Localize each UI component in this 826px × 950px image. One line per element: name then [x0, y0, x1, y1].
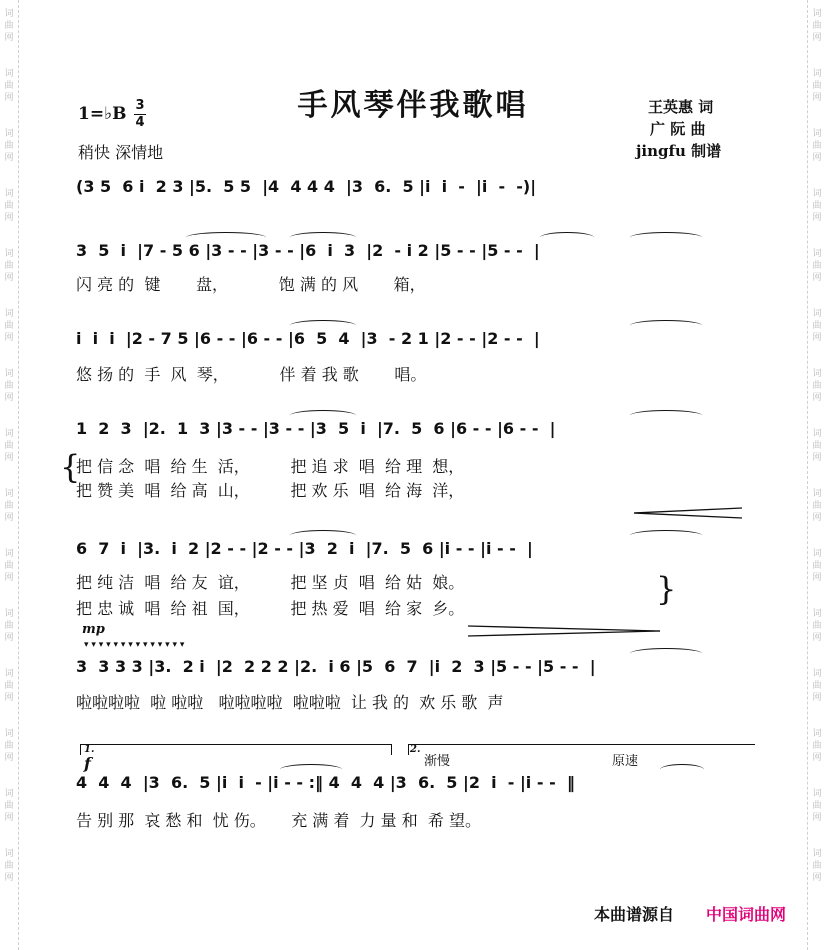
lyric-line: 把 纯 洁 唱 给 友 谊， 把 坚 贞 唱 给 姑 娘。: [76, 573, 465, 592]
watermark-text: 词 曲 网: [812, 9, 822, 43]
watermark-text: 词 曲 网: [4, 309, 14, 343]
staff-line-6: [76, 654, 756, 680]
watermark-text: 词 曲 网: [812, 189, 822, 223]
staff-line-3: [76, 326, 756, 352]
volta-bracket-2: [408, 744, 755, 755]
staff-line-5: [76, 536, 756, 562]
staff-line-4: [76, 416, 756, 442]
watermark-text: 词 曲 网: [812, 789, 822, 823]
watermark-text: 词 曲 网: [4, 729, 14, 763]
time-signature: [134, 98, 146, 131]
watermark-text: 词 曲 网: [4, 69, 14, 103]
right-brace: }: [656, 570, 677, 608]
source-label: 本曲谱源自: [594, 905, 675, 924]
staff-notes: i i i |2 - 7 5 |6 - - |6 - - |6 5 4 |3 - 2 1 |2 - - |2 - - |: [76, 329, 540, 348]
volta-1-label: 1.: [84, 744, 95, 755]
watermark-text: 词 曲 网: [812, 489, 822, 523]
composer-credit: 广 阮 曲: [650, 120, 706, 138]
staff-line-1: [76, 174, 756, 200]
watermark-text: 词 曲 网: [812, 129, 822, 163]
accent-marks: ▾ ▾ ▾ ▾ ▾ ▾ ▾ ▾ ▾ ▾ ▾ ▾ ▾ ▾: [84, 640, 185, 650]
lyric-line: 啦啦啦啦 啦 啦啦 啦啦啦啦 啦啦啦 让 我 的 欢 乐 歌 声: [76, 693, 504, 712]
song-title: 手风琴伴我歌唱: [297, 88, 529, 123]
staff-notes: 6 7 i |3. i 2 |2 - - |2 - - |3 2 i |7. 5 6 |i - - |i - - |: [76, 539, 533, 558]
lyric-line: 闪 亮 的 键 盘， 饱 满 的 风 箱，: [76, 275, 426, 294]
watermark-text: 词 曲 网: [4, 9, 14, 43]
watermark-text: 词 曲 网: [812, 249, 822, 283]
watermark-text: 词 曲 网: [4, 549, 14, 583]
staff-notes: 4 4 4 |3 6. 5 |i i - |i - - :‖ 4 4 4 |3 6. 5 |2 i - |i - - ‖: [76, 773, 575, 792]
lyric-line: 悠 扬 的 手 风 琴， 伴 着 我 歌 唱。: [76, 365, 427, 384]
watermark-strip-left: [0, 0, 19, 950]
crescendo-hairpin: [632, 506, 744, 520]
volta-bracket-1: [80, 744, 392, 755]
watermark-text: 词 曲 网: [4, 369, 14, 403]
staff-line-7: [76, 770, 756, 796]
watermark-text: 词 曲 网: [812, 609, 822, 643]
staff-notes: 3 3 3 3 |3. 2 i |2 2 2 2 |2. i 6 |5 6 7 |i 2 3 |5 - - |5 - - |: [76, 657, 596, 676]
left-brace: {: [60, 448, 81, 486]
dynamic-mp: mp: [82, 622, 105, 637]
watermark-text: 词 曲 网: [4, 129, 14, 163]
watermark-text: 词 曲 网: [812, 729, 822, 763]
watermark-text: 词 曲 网: [812, 849, 822, 883]
staff-line-2: [76, 238, 756, 264]
dynamic-f: f: [84, 754, 91, 773]
watermark-text: 词 曲 网: [4, 189, 14, 223]
watermark-text: 词 曲 网: [812, 669, 822, 703]
a-tempo-marking: 原速: [612, 754, 639, 769]
watermark-text: 词 曲 网: [812, 429, 822, 463]
decrescendo-hairpin: [466, 624, 662, 638]
watermark-text: 词 曲 网: [4, 669, 14, 703]
time-numerator: 3: [135, 98, 145, 113]
watermark-text: 词 曲 网: [4, 609, 14, 643]
lyric-line: 告 别 那 哀 愁 和 忧 伤。 充 满 着 力 量 和 希 望。: [76, 811, 481, 830]
lyric-line: 把 赞 美 唱 给 高 山， 把 欢 乐 唱 给 海 洋，: [76, 481, 465, 500]
watermark-text: 词 曲 网: [812, 549, 822, 583]
lyric-line: 把 信 念 唱 给 生 活， 把 追 求 唱 给 理 想，: [76, 457, 465, 476]
watermark-text: 词 曲 网: [812, 309, 822, 343]
watermark-text: 词 曲 网: [4, 429, 14, 463]
slowing-marking: 渐慢: [424, 754, 451, 769]
lyric-line: 把 忠 诚 唱 给 祖 国， 把 热 爱 唱 给 家 乡。: [76, 599, 465, 618]
site-name-link[interactable]: 中国词曲网: [706, 905, 787, 924]
watermark-text: 词 曲 网: [4, 249, 14, 283]
watermark-text: 词 曲 网: [4, 489, 14, 523]
watermark-text: 词 曲 网: [4, 789, 14, 823]
watermark-text: 词 曲 网: [812, 369, 822, 403]
tempo-marking: 稍快 深情地: [78, 143, 164, 162]
volta-2-label: 2.: [410, 744, 421, 755]
watermark-strip-right: [807, 0, 826, 950]
arranger-credit: jingfu 制谱: [636, 142, 722, 160]
staff-notes: (3 5 6 i 2 3 |5. 5 5 |4 4 4 4 |3 6. 5 |i i - |i - -)|: [76, 177, 537, 196]
key-signature: 1=♭B: [78, 104, 127, 124]
lyricist-credit: 王英惠 词: [648, 98, 714, 116]
staff-notes: 1 2 3 |2. 1 3 |3 - - |3 - - |3 5 i |7. 5 6 |6 - - |6 - - |: [76, 419, 556, 438]
staff-notes: 3 5 i |7 - 5 6 |3 - - |3 - - |6 i 3 |2 - i 2 |5 - - |5 - - |: [76, 241, 540, 260]
time-denominator: 4: [135, 115, 145, 130]
watermark-text: 词 曲 网: [4, 849, 14, 883]
watermark-text: 词 曲 网: [812, 69, 822, 103]
